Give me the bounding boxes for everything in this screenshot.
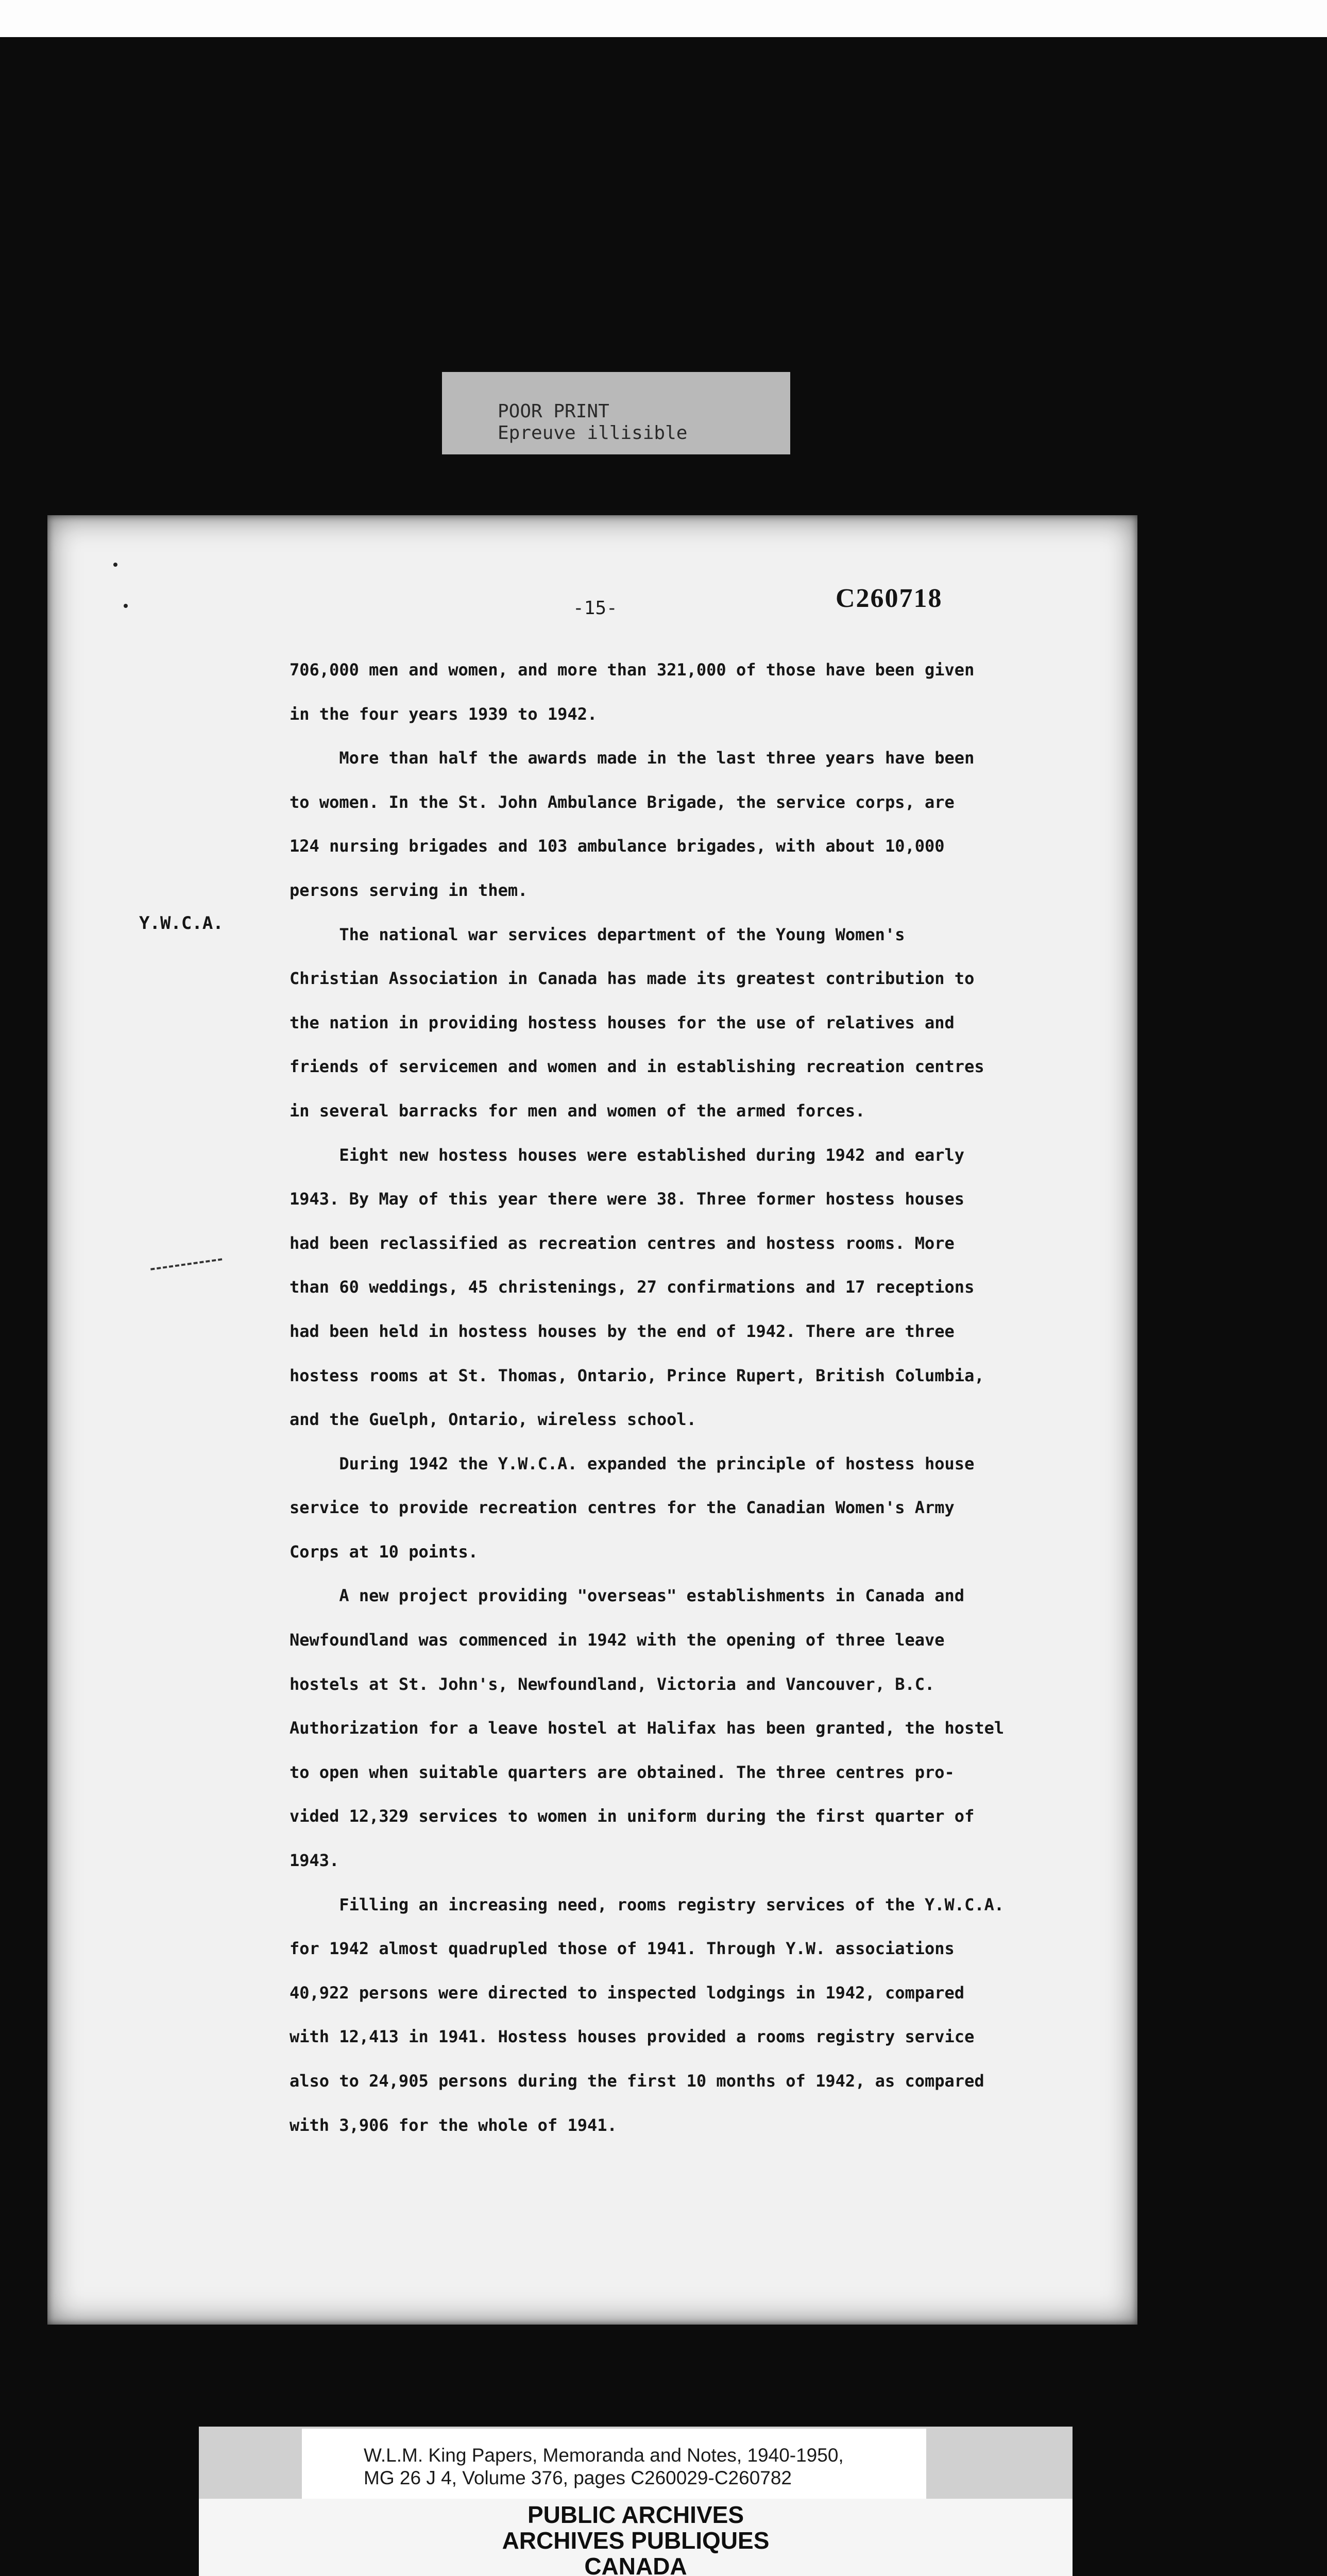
stamp-line-3: CANADA [584, 2553, 687, 2576]
poor-print-line-1: POOR PRINT [498, 401, 609, 422]
text-line: also to 24,905 persons during the first 10 months of 1942, as compared [290, 2071, 984, 2091]
text-line: Christian Association in Canada has made its greatest contribution to [290, 969, 975, 989]
citation-line-2: MG 26 J 4, Volume 376, pages C260029-C260782 [364, 2467, 792, 2488]
speck [113, 563, 117, 567]
margin-dash-mark [150, 1258, 223, 1272]
text-line: to women. In the St. John Ambulance Brigade, the service corps, are [290, 792, 955, 812]
archive-footer [199, 2427, 1073, 2576]
text-line: 1943. By May of this year there were 38. Three former hostess houses [290, 1189, 965, 1209]
top-border [0, 0, 1327, 37]
text-line: with 12,413 in 1941. Hostess houses provided a rooms registry service [290, 2027, 975, 2047]
text-line: hostess rooms at St. Thomas, Ontario, Prince Rupert, British Columbia, [290, 1365, 984, 1385]
text-line: Newfoundland was commenced in 1942 with the opening of three leave [290, 1630, 945, 1650]
text-line: 1943. [290, 1851, 339, 1871]
text-line: than 60 weddings, 45 christenings, 27 confirmations and 17 receptions [290, 1277, 975, 1297]
text-line: Eight new hostess houses were established during 1942 and early [290, 1145, 965, 1165]
text-line: to open when suitable quarters are obtained. The three centres pro- [290, 1762, 955, 1782]
stamp-line-2: ARCHIVES PUBLIQUES [502, 2527, 770, 2554]
text-line: More than half the awards made in the last three years have been [290, 748, 975, 768]
text-line: persons serving in them. [290, 880, 528, 900]
text-line: A new project providing "overseas" establishments in Canada and [290, 1586, 965, 1606]
text-line: Filling an increasing need, rooms registry services of the Y.W.C.A. [290, 1894, 1005, 1914]
citation-line-1: W.L.M. King Papers, Memoranda and Notes, 1940-1950, [364, 2445, 844, 2466]
text-line: for 1942 almost quadrupled those of 1941. Through Y.W. associations [290, 1939, 955, 1959]
text-line: vided 12,329 services to women in uniform during the first quarter of [290, 1806, 975, 1826]
text-line: Authorization for a leave hostel at Halifax has been granted, the hostel [290, 1718, 1005, 1738]
document-id: C260718 [836, 584, 943, 613]
body-text [290, 648, 1124, 2147]
text-line: and the Guelph, Ontario, wireless school. [290, 1410, 696, 1430]
speck [124, 604, 128, 608]
poor-print-notice [442, 372, 790, 454]
poor-print-line-2: Epreuve illisible [498, 422, 688, 444]
document-page [47, 515, 1137, 2325]
text-line: 706,000 men and women, and more than 321,000 of those have been given [290, 660, 975, 680]
text-line: had been held in hostess houses by the end of 1942. There are three [290, 1321, 955, 1341]
text-line: the nation in providing hostess houses for the use of relatives and [290, 1012, 955, 1032]
text-line: in several barracks for men and women of the armed forces. [290, 1100, 865, 1121]
stamp-line-1: PUBLIC ARCHIVES [528, 2501, 744, 2528]
text-line: During 1942 the Y.W.C.A. expanded the principle of hostess house [290, 1453, 975, 1473]
text-line: with 3,906 for the whole of 1941. [290, 2115, 617, 2135]
text-line: friends of servicemen and women and in establishing recreation centres [290, 1057, 984, 1077]
page-number: -15- [573, 598, 618, 619]
archive-citation-label [302, 2429, 926, 2501]
text-line: had been reclassified as recreation centres and hostess rooms. More [290, 1233, 955, 1253]
text-line: service to provide recreation centres for the Canadian Women's Army [290, 1498, 955, 1518]
text-line: 124 nursing brigades and 103 ambulance brigades, with about 10,000 [290, 836, 945, 856]
text-line: hostels at St. John's, Newfoundland, Victoria and Vancouver, B.C. [290, 1674, 935, 1694]
archive-stamp [199, 2499, 1073, 2576]
text-line: The national war services department of the Young Women's [290, 924, 905, 944]
text-line: in the four years 1939 to 1942. [290, 704, 598, 724]
text-line: 40,922 persons were directed to inspected lodgings in 1942, compared [290, 1982, 965, 2003]
text-line: Corps at 10 points. [290, 1541, 479, 1562]
margin-note: Y.W.C.A. [139, 913, 224, 934]
